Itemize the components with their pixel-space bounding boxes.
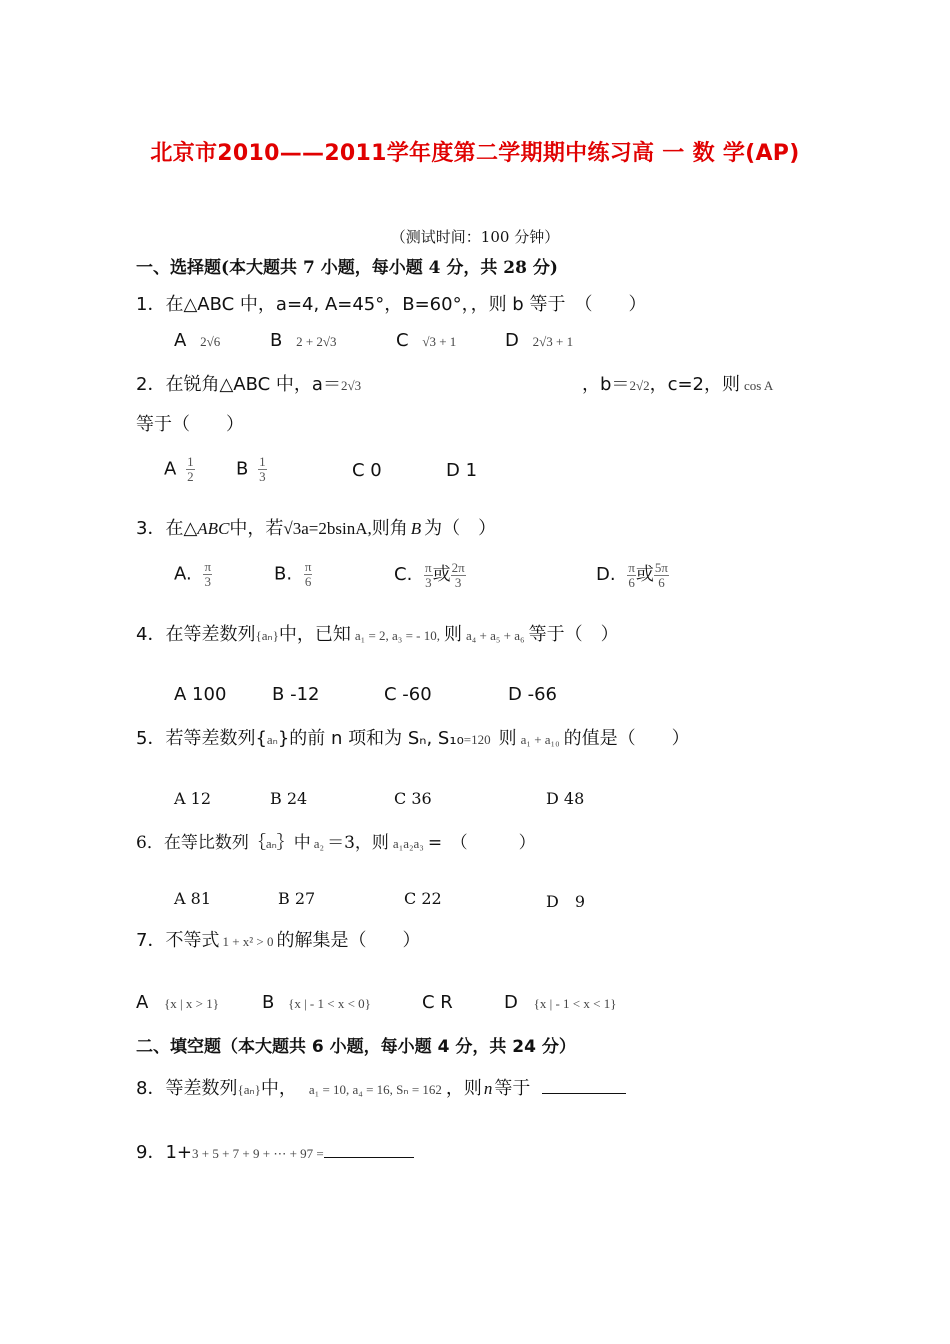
question-5-text: 则 <box>498 728 517 749</box>
option-label: A <box>136 992 149 1013</box>
section-heading-multiple-choice: 一、选择题(本大题共 7 小题，每小题 4 分，共 28 分) <box>136 258 558 278</box>
math-given: a₁ = 2, a₃ = - 10, <box>354 628 440 643</box>
question-2-stem-part3: 等于（ ） <box>136 414 244 435</box>
option-value: {x | x > 1} <box>164 996 219 1011</box>
math-cos-a: cos A <box>744 378 774 393</box>
question-3-option-b <box>274 560 312 589</box>
question-7-option-c: C R <box>422 992 453 1013</box>
option-label: C. <box>394 564 413 585</box>
question-9-stem <box>136 1138 414 1164</box>
math-inequality: 1 + x² > 0 <box>222 934 274 949</box>
question-6-text: ｝中 <box>276 833 311 853</box>
math-n: n <box>483 1079 493 1098</box>
question-3-option-c <box>394 560 466 590</box>
question-6-option-a: A 81 <box>174 889 211 908</box>
fraction-denominator: 3 <box>204 574 211 589</box>
question-4-option-b: B -12 <box>272 684 320 705</box>
option-label: D <box>505 330 519 351</box>
math-target: a₄ + a₅ + a₆ <box>466 628 525 643</box>
question-6-text: = （ ） <box>427 833 536 853</box>
question-8-text: 等于 <box>494 1078 531 1099</box>
question-4-text: 4．在等差数列 <box>136 624 256 645</box>
question-6-stem <box>136 828 536 853</box>
fraction <box>203 560 212 589</box>
fraction-numerator: π <box>628 559 635 575</box>
question-4-text: 等于（ ） <box>528 624 619 645</box>
option-label: B <box>270 330 283 351</box>
option-label: B. <box>274 563 293 585</box>
question-6-option-c: C 22 <box>404 889 442 908</box>
question-6-text: 6．在等比数列｛ <box>136 833 266 853</box>
question-1-option-d <box>505 330 573 351</box>
question-3-text: 则角 <box>371 518 408 539</box>
page-title: 北京市2010——2011学年度第二学期期中练习高 一 数 学(AP) <box>150 141 800 166</box>
question-4-text: 中，已知 <box>278 624 351 645</box>
math-b-value: 2√2 <box>629 378 650 393</box>
question-5-option-a: A 12 <box>174 789 211 808</box>
question-8-text: 8．等差数列 <box>136 1078 238 1099</box>
question-5-stem <box>136 724 690 750</box>
fraction-denominator: 6 <box>304 574 312 589</box>
question-9-text: 9．1+ <box>136 1142 192 1163</box>
math-target: a₁ + a₁₀ <box>520 732 560 747</box>
question-6-option-d: D 9 <box>546 892 586 911</box>
question-2-stem-part2 <box>582 370 773 396</box>
option-value: 2√3 + 1 <box>532 334 574 349</box>
option-label: D <box>504 992 518 1013</box>
math-sequence: {aₙ} <box>255 628 279 643</box>
fraction <box>304 560 313 589</box>
math-given: a₁ = 10, a₄ = 16, Sₙ = 162 <box>308 1082 442 1097</box>
fraction <box>186 455 195 484</box>
fraction <box>424 561 433 590</box>
question-3-text: 3．在△ <box>136 518 198 539</box>
question-3-text: 中，若 <box>229 518 284 539</box>
question-2-option-c: C 0 <box>352 460 382 481</box>
math-triangle: ABC <box>197 519 230 538</box>
option-value: √3 + 1 <box>422 334 457 349</box>
fraction-numerator: π <box>425 559 432 575</box>
subtitle: （测试时间：100 分钟） <box>390 228 560 246</box>
question-5-option-d: D 48 <box>546 789 585 808</box>
question-7-option-a <box>136 992 219 1013</box>
question-1-option-b <box>270 330 337 351</box>
option-label: A <box>164 458 177 480</box>
fraction-denominator: 2 <box>187 469 194 484</box>
question-2-stem-part1 <box>136 370 361 396</box>
math-sum-value: =120 <box>463 732 491 747</box>
question-7-text: 的解集是（ ） <box>276 930 421 951</box>
option-label: C <box>396 330 409 351</box>
fraction-numerator: 2π <box>451 559 465 575</box>
question-4-text: 则 <box>444 624 462 645</box>
question-8-stem <box>136 1074 626 1100</box>
math-angle-b: B <box>410 519 422 538</box>
question-2-text: ，b＝ <box>582 374 630 395</box>
math-a2: a₂ <box>313 836 325 851</box>
option-label: D. <box>596 564 616 585</box>
question-7-option-b <box>262 992 371 1013</box>
fraction-numerator: π <box>204 559 212 574</box>
question-6-text: ＝3，则 <box>327 833 389 853</box>
math-a-value: 2√3 <box>340 378 362 393</box>
math-sequence: aₙ <box>266 732 278 747</box>
question-8-text: 中， <box>260 1078 297 1099</box>
question-3-option-a <box>174 560 212 589</box>
question-3-stem <box>136 514 496 540</box>
question-6-option-b: B 27 <box>278 889 316 908</box>
option-label: A. <box>174 563 192 585</box>
option-value: {x | - 1 < x < 1} <box>533 996 617 1011</box>
question-1-stem: 1．在△ABC 中，a=4, A=45°，B=60°，，则 b 等于 （ ） <box>136 294 647 315</box>
math-sequence: aₙ <box>265 836 277 851</box>
option-value: {x | - 1 < x < 0} <box>288 996 371 1011</box>
or-text: 或 <box>635 564 654 585</box>
fraction <box>258 455 267 484</box>
option-value: 2√6 <box>200 334 221 349</box>
question-4-stem <box>136 620 619 646</box>
answer-blank[interactable] <box>324 1139 414 1158</box>
question-1-option-a <box>174 330 220 351</box>
question-7-stem <box>136 926 421 952</box>
answer-blank[interactable] <box>542 1075 626 1094</box>
question-3-text: 为（ ） <box>424 518 497 539</box>
fraction <box>451 561 466 590</box>
question-7-text: 7．不等式 <box>136 930 220 951</box>
fraction-denominator: 3 <box>259 469 266 484</box>
question-1-option-c <box>396 330 456 351</box>
option-value: 2 + 2√3 <box>296 334 337 349</box>
fraction-denominator: 6 <box>658 574 665 590</box>
fraction-numerator: 1 <box>259 454 266 469</box>
question-5-text: }的前 n 项和为 Sₙ, S₁₀ <box>277 728 464 749</box>
question-5-text: 5．若等差数列{ <box>136 728 267 749</box>
question-4-option-a: A 100 <box>174 684 227 705</box>
or-text: 或 <box>432 564 451 585</box>
math-sequence: {aₙ} <box>237 1082 261 1097</box>
fraction-numerator: 1 <box>187 454 194 469</box>
fraction <box>654 561 669 590</box>
section-heading-fill-in: 二、填空题（本大题共 6 小题，每小题 4 分，共 24 分） <box>136 1037 576 1057</box>
math-target: a₁a₂a₃ <box>392 836 424 851</box>
fraction-denominator: 3 <box>454 574 462 590</box>
question-2-text: ，c=2，则 <box>649 374 741 395</box>
question-5-text: 的值是（ ） <box>563 728 690 749</box>
question-3-option-d <box>596 560 669 590</box>
question-7-option-d <box>504 992 616 1013</box>
fraction-denominator: 3 <box>425 574 432 590</box>
question-5-option-b: B 24 <box>270 789 308 808</box>
math-condition: √3a=2bsinA, <box>283 519 372 538</box>
fraction-numerator: 5π <box>654 559 668 575</box>
question-4-option-c: C -60 <box>384 684 432 705</box>
question-2-text: 2．在锐角△ABC 中，a＝ <box>136 374 341 395</box>
question-4-option-d: D -66 <box>508 684 557 705</box>
fraction-numerator: π <box>304 559 312 574</box>
question-8-text: ，则 <box>445 1078 482 1099</box>
option-label: B <box>236 458 249 480</box>
question-5-option-c: C 36 <box>394 789 432 808</box>
option-label: A <box>174 330 187 351</box>
option-label: B <box>262 992 275 1013</box>
math-series: 3 + 5 + 7 + 9 + ⋯ + 97 = <box>192 1146 324 1161</box>
fraction <box>627 561 636 590</box>
fraction-denominator: 6 <box>628 574 635 590</box>
question-2-option-d: D 1 <box>446 460 478 481</box>
question-2-option-b <box>236 455 267 484</box>
question-2-option-a <box>164 455 195 484</box>
